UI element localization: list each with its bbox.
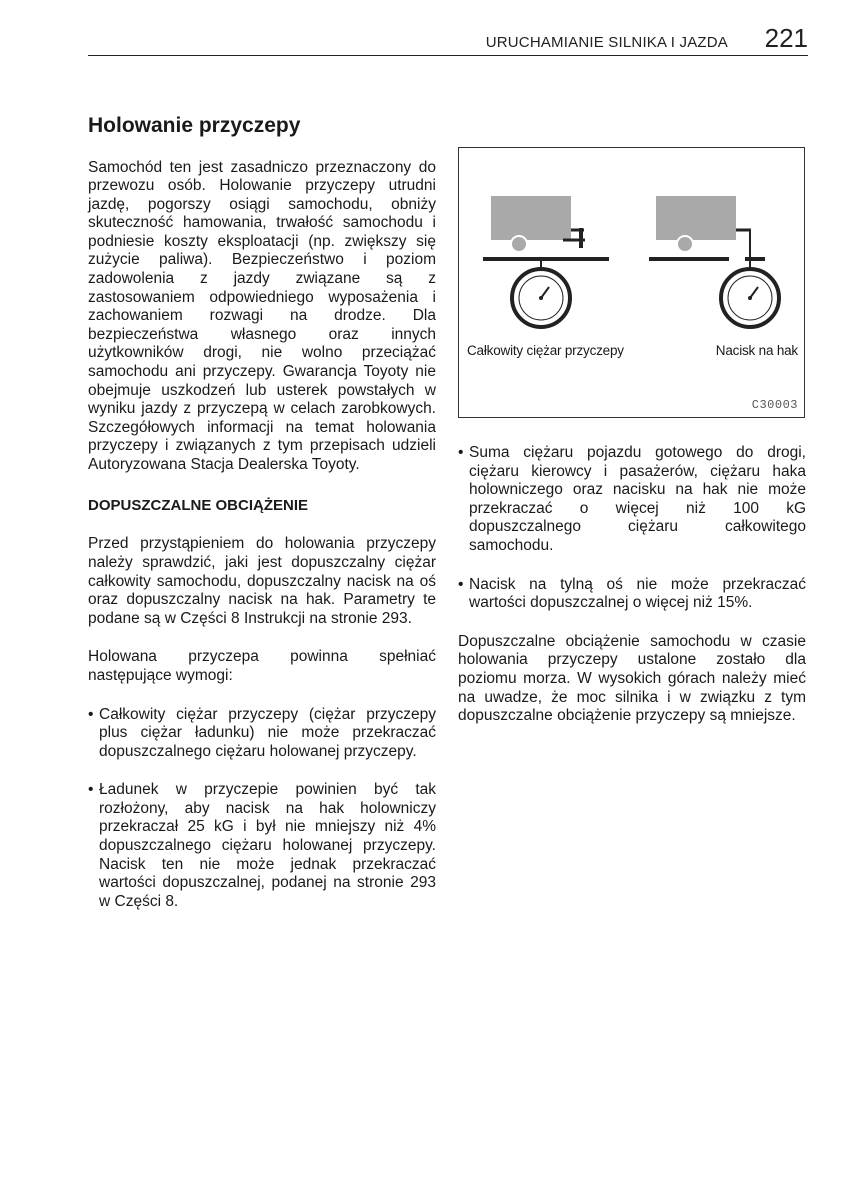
trailer-scales-illustration: [459, 148, 804, 417]
load-heading: DOPUSZCZALNE OBCIĄŻENIE: [88, 496, 309, 514]
requirement-item: • Ładunek w przyczepie powinien być tak rozłożony, aby nacisk na hak holowniczy przekraczał 25 kG i był nie mniejszy niż 4% dopuszczalnego ciężaru holowanej przyczepy. Nacisk ten nie może jednak przekraczać wartości dopuszczalnej, podanej na stronie 293 w Części 8.: [88, 781, 436, 911]
load-paragraph-2: Holowana przyczepa powinna spełniać następujące wymogi:: [88, 648, 436, 684]
trailer-wheel: [511, 236, 527, 252]
requirements-list: [88, 706, 436, 912]
trailer-body: [491, 196, 571, 240]
load-paragraph-1: Przed przystąpieniem do holowania przyczepy należy sprawdzić, jaki jest dopuszczalny ciężar całkowity samochodu, dopuszczalny nacisk na oś oraz dopuszczalny nacisk na hak. Parametry te podane są w Części 8 Instrukcji na stronie 293.: [88, 535, 436, 627]
page-number: 221: [764, 23, 808, 53]
trailer-weight-figure: [458, 147, 805, 418]
intro-paragraph: Samochód ten jest zasadniczo przeznaczony do przewozu osób. Holowanie przyczepy utrudni jazdę, pogorszy osiągi samochodu, obniży skuteczność hamowania, trwałość samochodu i podniesie koszty eksploatacji (np. zwiększy się zużycie paliwa). Bezpieczeństwo i poziom zadowolenia z jazdy związane są z zastosowaniem odpowiedniego wyposażenia i zachowaniem rozwagi na drodze. Dla bezpieczeństwa własnego oraz innych użytkowników drogi, nie wolno przeciążać samochodu ani przyczepy. Gwarancja Toyoty nie obejmuje uszkodzeń lub usterek powstałych w wyniku jazdy z przyczepą w celach zarobkowych. Szczegółowych informacji na temat holowania przyczepy i związanych z tym przepisach udzieli Autoryzowana Stacja Dealerska Toyoty.: [88, 158, 436, 473]
altitude-paragraph: Dopuszczalne obciążenie samochodu w czasie holowania przyczepy ustalone zostało dla poziomu morza. W wysokich górach należy mieć na uwadze, że moc silnika i w związku z tym dopuszczalne obciążenie przyczepy są mniejsze.: [458, 632, 806, 725]
trailer-total-weight-graphic: [483, 196, 609, 327]
trailer-body: [656, 196, 736, 240]
hitch-load-graphic: [649, 196, 779, 327]
left-column: [88, 110, 436, 931]
figure-label-total-weight: Całkowity ciężar przyczepy: [467, 343, 624, 358]
right-column: [458, 147, 806, 746]
limits-list: [458, 444, 806, 613]
figure-label-hitch-load: Nacisk na hak: [715, 343, 798, 358]
header-rule: [88, 55, 808, 56]
trailer-wheel: [677, 236, 693, 252]
chapter-title: URUCHAMIANIE SILNIKA I JAZDA: [485, 34, 728, 51]
limit-item: • Nacisk na tylną oś nie może przekraczać wartości dopuszczalnej o więcej niż 15%.: [458, 576, 806, 613]
section-title: Holowanie przyczepy: [88, 114, 301, 137]
limit-item: • Suma ciężaru pojazdu gotowego do drogi, ciężaru kierowcy i pasażerów, ciężaru haka holowniczego oraz nacisku na hak nie może przekraczać o więcej niż 100 kG dopuszczalnego ciężaru całkowitego samochodu.: [458, 444, 806, 556]
figure-code: C30003: [751, 398, 798, 412]
page-header: [88, 20, 808, 56]
requirement-item: • Całkowity ciężar przyczepy (ciężar przyczepy plus ciężar ładunku) nie może przekraczać dopuszczalnego ciężaru holowanej przyczepy.: [88, 706, 436, 762]
